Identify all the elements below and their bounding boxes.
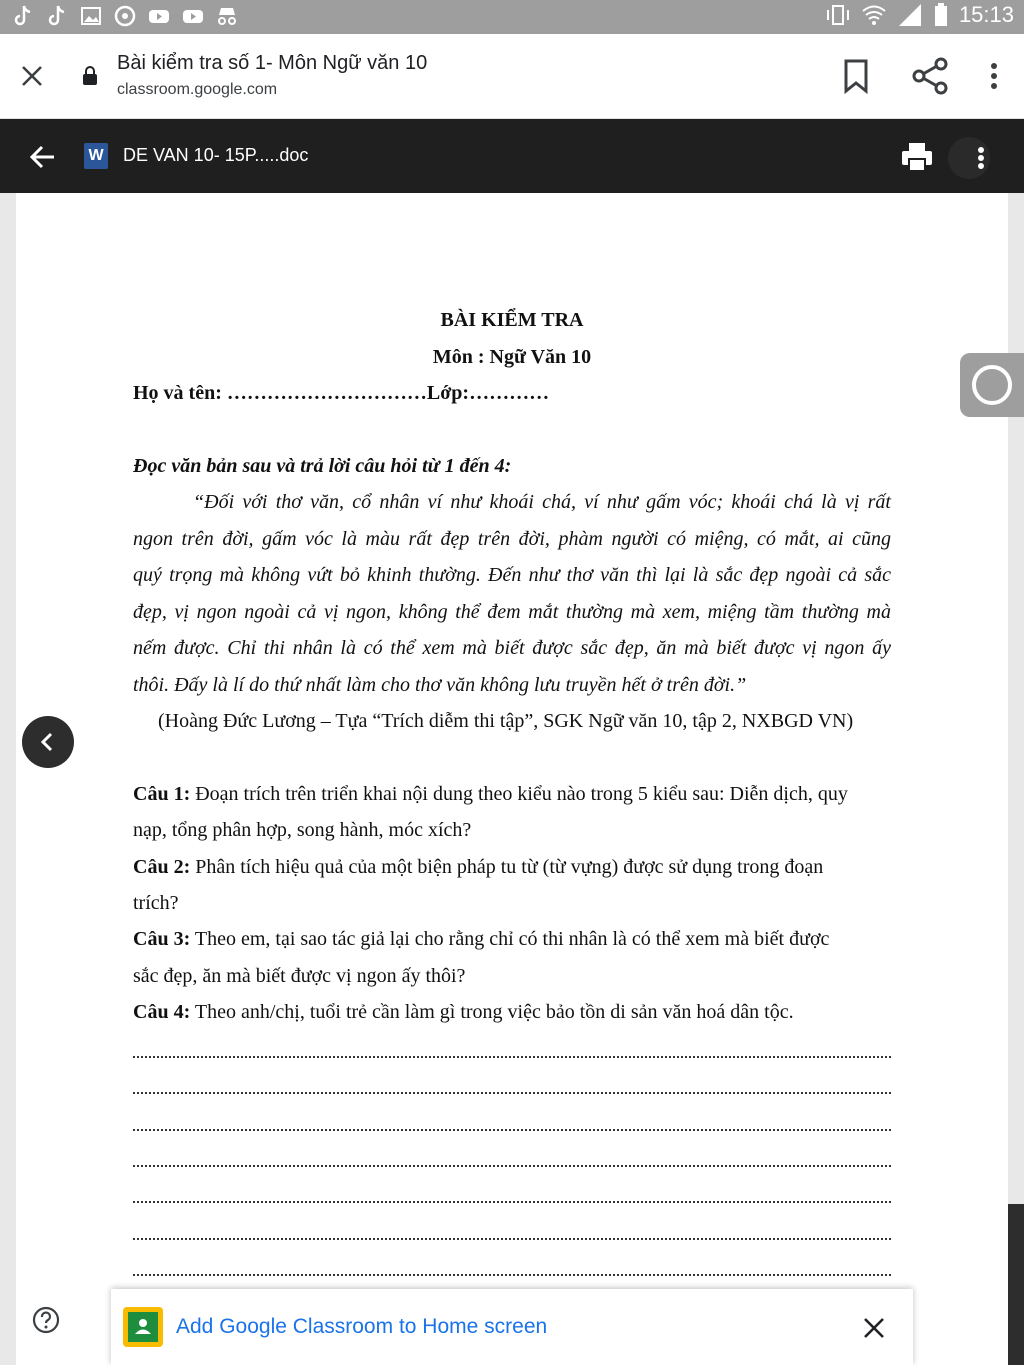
question-4-label: Câu 4: <box>133 1001 191 1023</box>
document-title: BÀI KIỂM TRA <box>440 309 584 331</box>
question-3-text: Theo em, tại sao tác giả lại cho rằng chỉ có thi nhân là có thể xem mà biết được <box>190 928 830 950</box>
question-2-text: Phân tích hiệu quả của một biện pháp tu từ (từ vựng) được sử dụng trong đoạn <box>190 856 824 878</box>
incognito-icon <box>216 4 238 28</box>
more-vert-icon <box>948 137 990 179</box>
image-icon <box>80 4 102 28</box>
document-subject: Môn : Ngữ Văn 10 <box>432 346 592 368</box>
battery-icon <box>933 2 949 28</box>
answer-line <box>133 1199 891 1203</box>
bookmark-button[interactable] <box>838 56 874 96</box>
answer-line <box>133 1127 891 1131</box>
passage-line: ngon trên đời, gấm vóc là màu rất đẹp trên đời, phàm người có miệng, có mắt, ai cũng <box>133 528 891 550</box>
question-2-cont: trích? <box>133 892 179 914</box>
question-2 <box>133 856 823 879</box>
close-tab-button[interactable] <box>14 58 50 94</box>
youtube-icon <box>148 4 170 28</box>
file-name: DE VAN 10- 15P.....doc <box>123 145 309 165</box>
question-4-text: Theo anh/chị, tuổi trẻ cần làm gì trong việc bảo tồn di sản văn hoá dân tộc. <box>190 1001 794 1023</box>
question-2-label: Câu 2: <box>133 856 191 878</box>
back-arrow-icon[interactable] <box>28 142 58 172</box>
doc-overflow-menu-button[interactable] <box>948 137 990 179</box>
google-classroom-icon <box>123 1307 163 1347</box>
answer-line <box>133 1236 891 1240</box>
question-1-label: Câu 1: <box>133 783 191 805</box>
name-class-line: Họ và tên: …………………………Lớp:………… <box>133 382 550 404</box>
page-url[interactable]: classroom.google.com <box>117 81 278 98</box>
document-viewport[interactable] <box>0 193 1024 1365</box>
answer-line <box>133 1054 891 1058</box>
doc-viewer-toolbar <box>0 119 1024 193</box>
chevron-left-icon <box>22 716 74 768</box>
question-1-text: Đoạn trích trên triển khai nội dung theo kiểu nào trong 5 kiểu sau: Diễn dịch, quy <box>190 783 848 805</box>
passage-line: đẹp, vị ngon ngoài cả vị ngon, không thể đem mắt thường mà xem, miệng tầm thường mà <box>133 601 891 623</box>
wifi-icon <box>861 2 887 28</box>
vibrate-mute-icon <box>825 2 851 28</box>
assistive-ring-icon <box>972 365 1012 405</box>
instruction: Đọc văn bản sau và trả lời câu hỏi từ 1 đến 4: <box>133 455 512 477</box>
status-bar <box>0 0 1024 34</box>
help-icon[interactable] <box>32 1306 60 1334</box>
share-button[interactable] <box>910 56 950 96</box>
question-3 <box>133 928 829 951</box>
messenger-icon <box>114 4 136 28</box>
tiktok-icon <box>12 4 34 28</box>
answer-line <box>133 1090 891 1094</box>
passage-line: quý trọng mà không vứt bỏ khinh thường. Đến như thơ văn thì lại là sắc đẹp ngoài cả sắc <box>133 564 891 586</box>
youtube-icon <box>182 4 204 28</box>
classroom-person-icon <box>128 1312 158 1342</box>
question-1 <box>133 783 848 806</box>
add-to-home-banner[interactable] <box>111 1289 913 1365</box>
question-4 <box>133 1001 794 1024</box>
clock: 15:13 <box>958 2 1014 27</box>
answer-line <box>133 1272 891 1276</box>
passage-line: nếm được. Chỉ thi nhân là có thể xem mà biết được sắc đẹp, ăn mà biết được vị ngon ấy <box>133 637 891 659</box>
question-3-label: Câu 3: <box>133 928 191 950</box>
question-3-cont: sắc đẹp, ăn mà biết được vị ngon ấy thôi? <box>133 965 466 987</box>
floating-assistive-button[interactable] <box>960 353 1024 417</box>
signal-icon <box>897 2 923 28</box>
tiktok-icon <box>46 4 68 28</box>
answer-line <box>133 1163 891 1167</box>
previous-page-button[interactable] <box>22 716 74 768</box>
word-file-icon: W <box>84 143 108 169</box>
close-icon[interactable] <box>861 1315 887 1341</box>
print-icon[interactable] <box>900 141 934 173</box>
question-1-cont: nạp, tổng phân hợp, song hành, móc xích? <box>133 819 472 841</box>
passage-line: thôi. Đấy là lí do thứ nhất làm cho thơ văn không lưu truyền hết ở trên đời.” <box>133 674 747 696</box>
document-page <box>16 193 1008 1365</box>
page-title: Bài kiểm tra số 1- Môn Ngữ văn 10 <box>117 52 428 74</box>
scrollbar[interactable] <box>1008 1204 1024 1365</box>
system-status <box>825 2 1014 28</box>
passage-line: “Đối với thơ văn, cổ nhân ví như khoái chá, ví như gấm vóc; khoái chá là vị rất <box>193 491 891 513</box>
overflow-menu-button[interactable] <box>982 58 1006 94</box>
citation: (Hoàng Đức Lương – Tựa “Trích diễm thi tập”, SGK Ngữ văn 10, tập 2, NXBGD VN) <box>158 710 854 732</box>
lock-icon <box>82 66 98 86</box>
add-to-home-link[interactable]: Add Google Classroom to Home screen <box>176 1315 548 1338</box>
notification-icons <box>12 4 238 28</box>
browser-toolbar <box>0 34 1024 119</box>
